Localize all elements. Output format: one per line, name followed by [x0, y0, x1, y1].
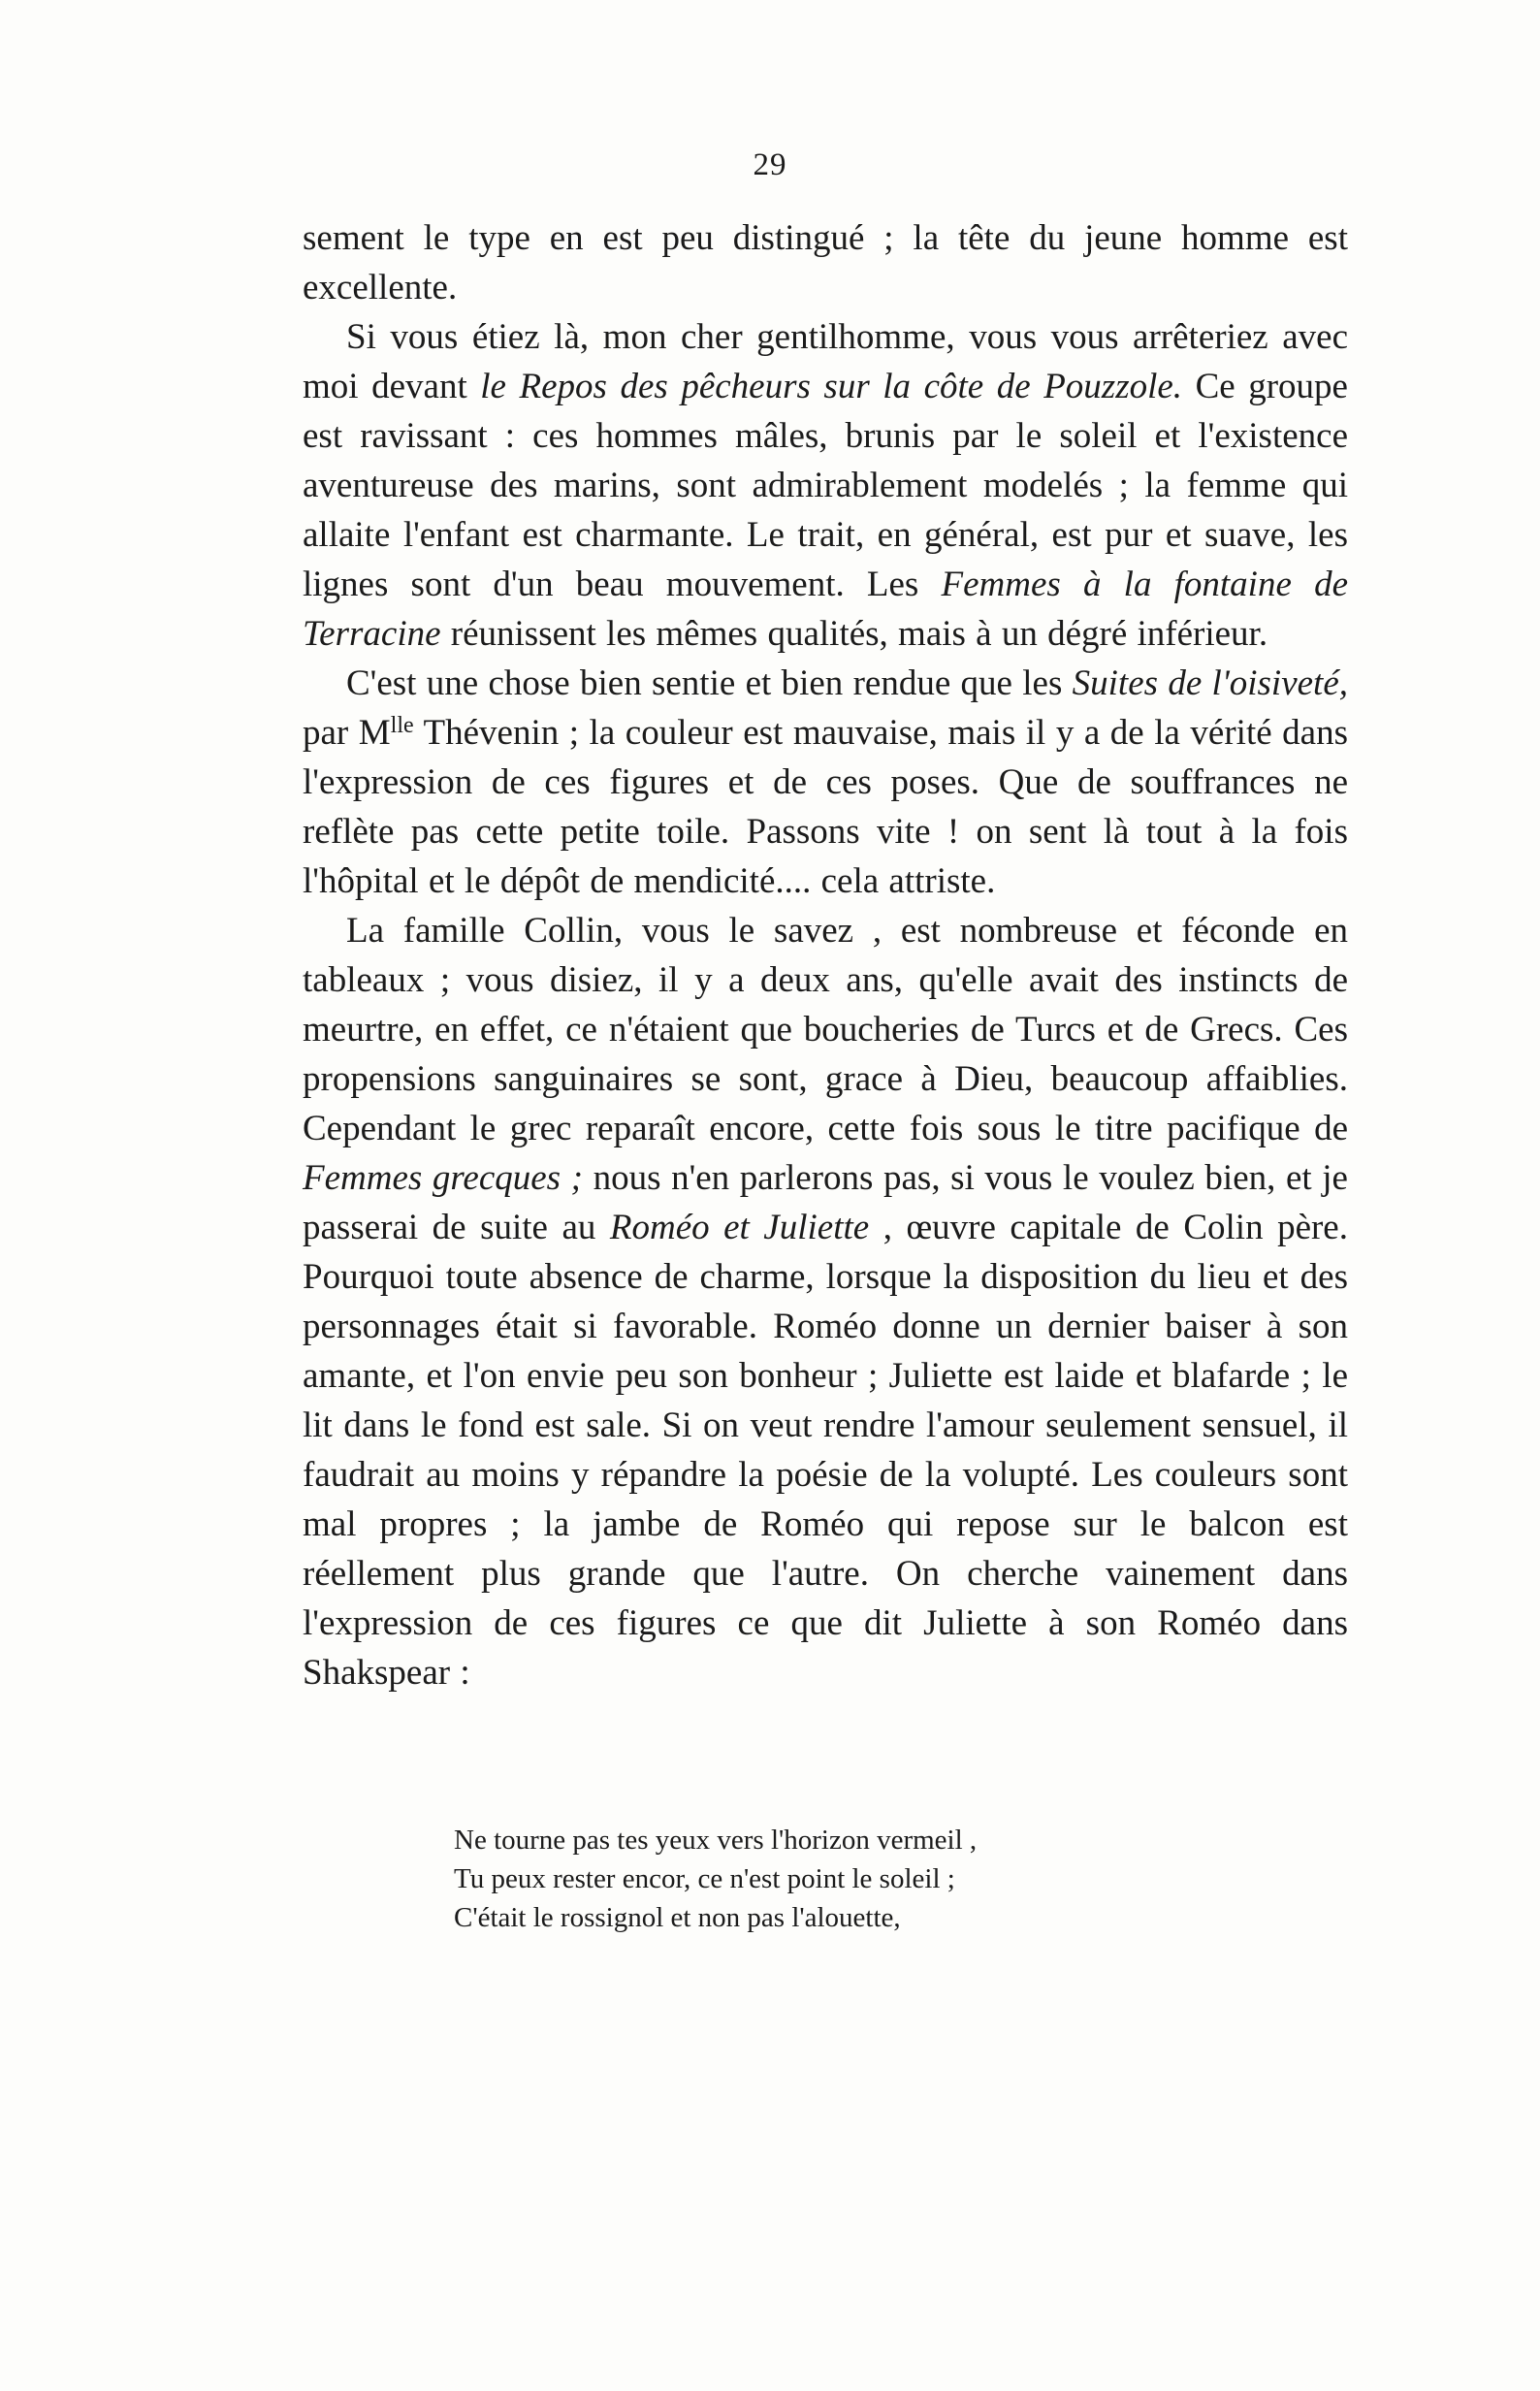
paragraph-1 — [303, 213, 1348, 312]
body-text — [303, 213, 1348, 1697]
italic-title: le Repos des pêcheurs sur la côte de Pouzzole. — [480, 367, 1183, 406]
superscript: lle — [390, 713, 414, 738]
text-run: , œuvre capitale de Colin père. Pourquoi toute absence de charme, lorsque la disposition du lieu et des personnages était si favorable. Roméo donne un dernier baiser à son amante, et l'on envie peu son bonheur ; Juliette est laide et blafarde ; le lit dans le fond est sale. Si on veut rendre l'amour seulement sensuel, il faudrait au moins y répandre la poésie de la volupté. Les couleurs sont mal propres ; la jambe de Roméo qui repose sur le balcon est réellement plus grande que l'autre. On cherche vainement dans l'expression de ces figures ce que dit Juliette à son Roméo dans Shakspear : — [303, 1208, 1348, 1693]
paragraph-3 — [303, 659, 1348, 906]
italic-title: Roméo et Juliette — [609, 1208, 870, 1247]
poem-line-1: Ne tourne pas tes yeux vers l'horizon vermeil , — [454, 1825, 978, 1856]
italic-title: Suites de l'oisiveté, — [1072, 663, 1348, 703]
text-run: Si vous étiez là, mon cher gentilhomme, vous vous arrêteriez avec moi devant — [303, 317, 1348, 406]
page-number: 29 — [753, 147, 787, 182]
poem-line-2: Tu peux rester encor, ce n'est point le soleil ; — [454, 1863, 955, 1894]
text-run: nous n'en parlerons pas, si vous le voulez bien, et je passerai de suite au — [303, 1158, 1348, 1247]
italic-title: Femmes à la fontaine de Terracine — [303, 565, 1348, 654]
text-run: Thévenin ; la couleur est mauvaise, mais il y a de la vérité dans l'expression de ces figures et de ces poses. Que de souffrances ne reflète pas cette petite toile. Passons vite ! on sent là tout à la fois l'hôpital et le dépôt de mendicité.... cela attriste. — [303, 713, 1348, 901]
text-run: Ce groupe est ravissant : ces hommes mâles, brunis par le soleil et l'existence aventureuse des marins, sont admirablement modelés ; la femme qui allaite l'enfant est charmante. Le trait, en général, est pur et suave, les lignes sont d'un beau mouvement. Les — [303, 367, 1348, 604]
text-run: réunissent les mêmes qualités, mais à un dégré inférieur. — [440, 614, 1268, 654]
text-run: sement le type en est peu distingué ; la tête du jeune homme est excellente. — [303, 218, 1348, 307]
paragraph-2 — [303, 312, 1348, 659]
text-run: par M — [303, 713, 391, 753]
poem-quotation — [454, 1821, 1133, 1937]
text-run: C'est une chose bien sentie et bien rendue que les — [346, 663, 1073, 703]
poem-line-3: C'était le rossignol et non pas l'alouette, — [454, 1902, 901, 1933]
italic-title: Femmes grecques ; — [303, 1158, 583, 1198]
paragraph-4 — [303, 906, 1348, 1697]
text-run: La famille Collin, vous le savez , est nombreuse et féconde en tableaux ; vous disiez, il y a deux ans, qu'elle avait des instincts de meurtre, en effet, ce n'étaient que boucheries de Turcs et de Grecs. Ces propensions sanguinaires se sont, grace à Dieu, beaucoup affaiblies. Cependant le grec reparaît encore, cette fois sous le titre pacifique de — [303, 911, 1348, 1148]
